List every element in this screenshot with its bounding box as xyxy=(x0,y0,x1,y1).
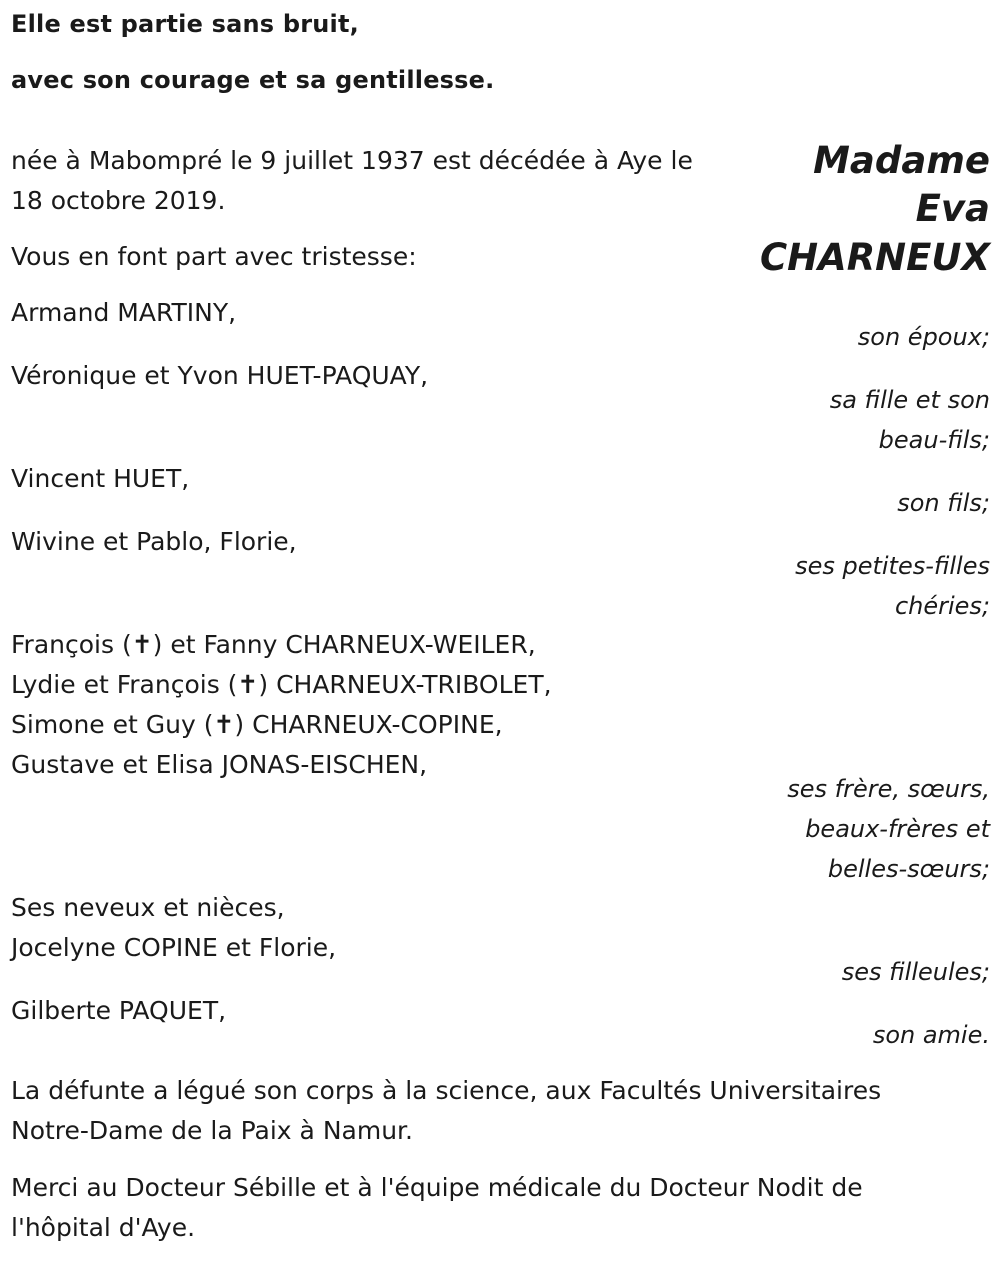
family-names: Véronique et Yvon HUET-PAQUAY, xyxy=(11,361,429,390)
family-relation: ses filleules; xyxy=(841,958,990,986)
family-relation: son fils; xyxy=(897,489,990,517)
family-relation: son époux; xyxy=(857,323,990,351)
family-relation: beaux-frères et xyxy=(805,815,990,843)
announcement: Vous en font part avec tristesse: xyxy=(11,242,417,271)
family-relation: chéries; xyxy=(894,592,990,620)
birth-death-line-1: née à Mabompré le 9 juillet 1937 est décédée à Aye le xyxy=(11,146,693,175)
note-line: l'hôpital d'Aye. xyxy=(11,1213,196,1242)
family-relation: belles-sœurs; xyxy=(827,855,990,883)
family-names: Simone et Guy (✝) CHARNEUX-COPINE, xyxy=(11,710,503,739)
deceased-first-name: Eva xyxy=(915,187,990,230)
family-relation: ses frère, sœurs, xyxy=(787,775,990,803)
family-names: Vincent HUET, xyxy=(11,464,190,493)
family-names: Ses neveux et nièces, xyxy=(11,893,285,922)
family-names: François (✝) et Fanny CHARNEUX-WEILER, xyxy=(11,630,536,659)
family-names: Gustave et Elisa JONAS-EISCHEN, xyxy=(11,750,428,779)
deceased-title: Madame xyxy=(813,139,990,182)
family-relation: sa fille et son xyxy=(829,386,990,414)
epitaph-line-2: avec son courage et sa gentillesse. xyxy=(11,66,495,94)
birth-death-line-2: 18 octobre 2019. xyxy=(11,186,226,215)
deceased-last-name: CHARNEUX xyxy=(759,236,990,279)
family-relation: son amie. xyxy=(872,1021,990,1049)
family-names: Lydie et François (✝) CHARNEUX-TRIBOLET, xyxy=(11,670,552,699)
family-names: Wivine et Pablo, Florie, xyxy=(11,527,297,556)
epitaph-line-1: Elle est partie sans bruit, xyxy=(11,10,359,38)
note-line: Notre-Dame de la Paix à Namur. xyxy=(11,1116,413,1145)
note-line: Merci au Docteur Sébille et à l'équipe médicale du Docteur Nodit de xyxy=(11,1173,863,1202)
family-relation: beau-fils; xyxy=(878,426,990,454)
family-relation: ses petites-filles xyxy=(795,552,990,580)
family-names: Gilberte PAQUET, xyxy=(11,996,227,1025)
family-names: Armand MARTINY, xyxy=(11,298,237,327)
family-names: Jocelyne COPINE et Florie, xyxy=(11,933,337,962)
note-line: La défunte a légué son corps à la science, aux Facultés Universitaires xyxy=(11,1076,882,1105)
